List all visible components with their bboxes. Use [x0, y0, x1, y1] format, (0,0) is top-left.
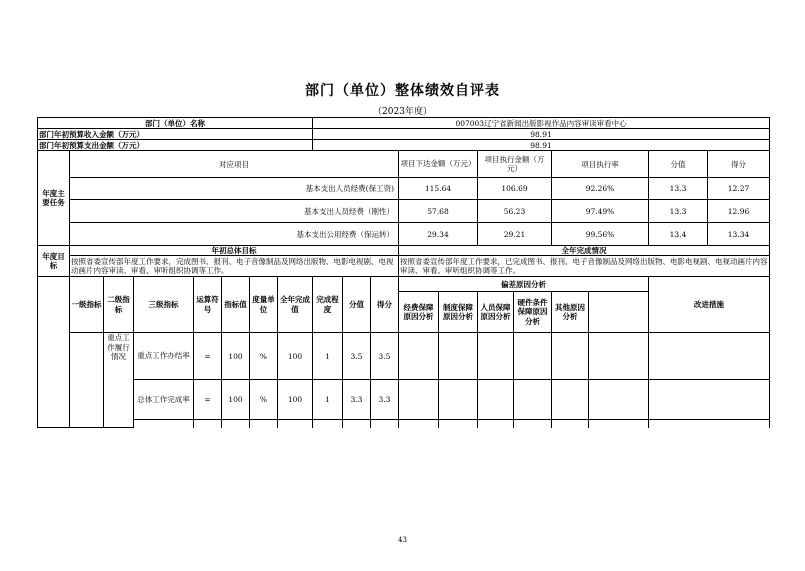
goal-text-row [38, 256, 770, 277]
deviation-header: 偏差原因分析 [399, 277, 649, 292]
task-score: 13.4 [649, 223, 708, 246]
degree-cell: 1 [313, 380, 343, 420]
unit-cell [250, 420, 278, 428]
task-item-header: 对应项目 [70, 151, 399, 178]
task-gained-header: 得分 [708, 151, 770, 178]
indicator-header-row [38, 277, 770, 292]
level3-cell: 重点工作办结率 [134, 333, 194, 380]
task-row [38, 178, 770, 200]
dev-cell [478, 333, 514, 380]
goal-header-row [38, 246, 770, 256]
gained-cell [371, 420, 399, 428]
task-section-label: 年度主要任务 [38, 151, 70, 246]
degree-cell: 1 [313, 333, 343, 380]
score-cell: 3.3 [343, 380, 371, 420]
dev-cell [589, 380, 649, 420]
unit-name-label: 部门（单位）名称 [38, 118, 313, 129]
task-executed: 106.69 [478, 178, 552, 200]
budget-expense-row [38, 140, 770, 151]
target-cell [222, 420, 250, 428]
actual-cell: 100 [278, 333, 313, 380]
indicator-side-cell [38, 277, 70, 428]
level3-header: 三级指标 [134, 277, 194, 333]
page-number: 43 [398, 536, 407, 544]
goal-initial-text: 按照省委宣传部年度工作要求，完成图书、报刊、电子音像制品及网络出版物、电影电视剧、电视动画片内容审读、审看，审听组织协调等工作。 [70, 256, 399, 277]
budget-income-value: 98.91 [313, 129, 770, 140]
dev-cell [478, 380, 514, 420]
indicator-row [38, 380, 770, 420]
task-executed-header: 项目执行金额（万元） [478, 151, 552, 178]
dev-cell [514, 420, 552, 428]
task-score: 13.3 [649, 178, 708, 200]
task-issued-header: 项目下达金额（万元） [399, 151, 478, 178]
dev-cell [439, 420, 478, 428]
dev-other-header: 其他原因分析 [552, 292, 589, 333]
task-item: 基本支出人员经费（刚性） [70, 200, 399, 223]
budget-income-label: 部门年初预算收入金额（万元） [38, 129, 313, 140]
operator-cell: = [194, 380, 222, 420]
level3-cell: 总体工作完成率 [134, 380, 194, 420]
task-row [38, 200, 770, 223]
unit-cell: % [250, 333, 278, 380]
dev-cell [478, 420, 514, 428]
level2-cell: 重点工作履行情况 [104, 333, 134, 428]
task-rate: 92.26% [552, 178, 649, 200]
unit-cell: % [250, 380, 278, 420]
dev-cell [399, 420, 439, 428]
task-gained: 12.27 [708, 178, 770, 200]
budget-income-row [38, 129, 770, 140]
degree-cell [313, 420, 343, 428]
level1-cell [70, 333, 104, 428]
goal-initial-header: 年初总体目标 [70, 246, 399, 256]
indicator-row [38, 333, 770, 380]
level1-header: 一级指标 [70, 277, 104, 333]
target-header: 指标值 [222, 277, 250, 333]
dev-cell [514, 380, 552, 420]
dev-cell [399, 380, 439, 420]
dev-cell [552, 333, 589, 380]
goal-completion-text: 按照省委宣传部年度工作要求，已完成图书、报刊、电子音像制品及网络出版物、电影电视剧、电视动画片内容审读、审看、审听组织协调等工作。 [399, 256, 770, 277]
budget-expense-label: 部门年初预算支出金额（万元） [38, 140, 313, 151]
dev-cell [552, 420, 589, 428]
dev-cell [399, 333, 439, 380]
operator-cell [194, 420, 222, 428]
report-year: （2023年度） [373, 107, 432, 117]
operator-cell: = [194, 333, 222, 380]
dev-cell [439, 333, 478, 380]
unit-header: 度量单位 [250, 277, 278, 333]
unit-name-row [38, 118, 770, 129]
dev-empty-header [589, 292, 649, 333]
level2-header: 二级指标 [104, 277, 134, 333]
gained-cell: 3.3 [371, 380, 399, 420]
task-header-row [38, 151, 770, 178]
operator-header: 运算符号 [194, 277, 222, 333]
budget-expense-value: 98.91 [313, 140, 770, 151]
gained-cell: 3.5 [371, 333, 399, 380]
level3-cell [134, 420, 194, 428]
dev-staff-header: 人员保障原因分析 [478, 292, 514, 333]
target-cell: 100 [222, 380, 250, 420]
dev-system-header: 制度保障原因分析 [439, 292, 478, 333]
dev-cell [552, 380, 589, 420]
dev-cell [514, 333, 552, 380]
dev-cell [589, 333, 649, 380]
goal-completion-header: 全年完成情况 [399, 246, 770, 256]
actual-header: 全年完成值 [278, 277, 313, 333]
task-item: 基本支出人员经费(保工资) [70, 178, 399, 200]
task-rate-header: 项目执行率 [552, 151, 649, 178]
improve-header: 改进措施 [649, 277, 770, 333]
task-rate: 97.49% [552, 200, 649, 223]
dev-hardware-header: 硬件条件保障原因分析 [514, 292, 552, 333]
task-row [38, 223, 770, 246]
task-issued: 29.34 [399, 223, 478, 246]
goal-section-label: 年度目标 [38, 246, 70, 277]
improve-cell [649, 380, 770, 420]
task-gained: 12.96 [708, 200, 770, 223]
gained-header: 得分 [371, 277, 399, 333]
improve-cell [649, 333, 770, 380]
actual-cell [278, 420, 313, 428]
improve-cell [649, 420, 770, 428]
task-issued: 115.64 [399, 178, 478, 200]
degree-header: 完成程度 [313, 277, 343, 333]
target-cell: 100 [222, 333, 250, 380]
task-issued: 57.68 [399, 200, 478, 223]
score-header: 分值 [343, 277, 371, 333]
dev-funding-header: 经费保障原因分析 [399, 292, 439, 333]
dev-cell [589, 420, 649, 428]
task-executed: 56.23 [478, 200, 552, 223]
indicator-row-partial [38, 420, 770, 428]
task-score: 13.3 [649, 200, 708, 223]
task-rate: 99.56% [552, 223, 649, 246]
unit-name-value: 007003辽宁省新闻出版影视作品内容审读审看中心 [313, 118, 770, 129]
task-executed: 29.21 [478, 223, 552, 246]
actual-cell: 100 [278, 380, 313, 420]
task-score-header: 分值 [649, 151, 708, 178]
page-title: 部门（单位）整体绩效自评表 [305, 83, 500, 99]
performance-table [37, 117, 770, 428]
score-cell [343, 420, 371, 428]
task-item: 基本支出公用经费（保运转） [70, 223, 399, 246]
dev-cell [439, 380, 478, 420]
task-gained: 13.34 [708, 223, 770, 246]
score-cell: 3.5 [343, 333, 371, 380]
